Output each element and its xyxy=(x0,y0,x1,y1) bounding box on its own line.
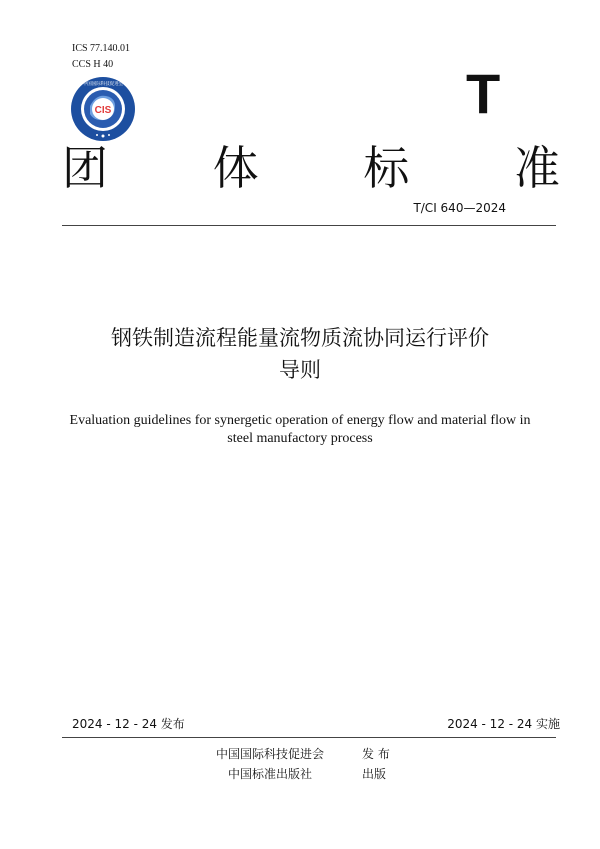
standard-type-char: 准 xyxy=(513,141,560,195)
publish-date: 2024 - 12 - 24 发布 xyxy=(72,717,185,731)
implement-date: 2024 - 12 - 24 实施 xyxy=(447,717,560,731)
logo-center-text: CIS xyxy=(94,105,112,116)
publisher-action: 发 布 xyxy=(362,747,390,761)
english-title-line-2: steel manufactory process xyxy=(227,431,373,446)
chinese-title-line-2: 导则 xyxy=(279,358,321,382)
standard-type-char: 团 xyxy=(62,141,108,195)
press-action: 出版 xyxy=(362,767,387,781)
ics-code: ICS 77.140.01 xyxy=(72,43,131,54)
english-title xyxy=(60,412,540,448)
standard-type-char: 体 xyxy=(212,141,259,195)
ccs-code: CCS H 40 xyxy=(72,59,114,70)
press-org: 中国标准出版社 xyxy=(228,767,313,781)
publisher-org: 中国国际科技促进会 xyxy=(216,747,325,761)
standard-type-char: 标 xyxy=(363,141,410,195)
logo-icon xyxy=(70,76,136,142)
bottom-divider xyxy=(62,737,556,738)
category-letter: T xyxy=(466,62,501,125)
chinese-title xyxy=(40,322,560,386)
top-divider xyxy=(62,225,556,226)
english-title-line-1: Evaluation guidelines for synergetic operation of energy flow and material flow in xyxy=(69,413,531,428)
logo-ring-text: 中国国际科技促进会 xyxy=(82,82,124,87)
standard-number: T/CI 640—2024 xyxy=(413,201,506,215)
standard-type-heading xyxy=(62,140,560,196)
chinese-title-line-1: 钢铁制造流程能量流物质流协同运行评价 xyxy=(111,326,489,350)
organization-logo xyxy=(70,76,136,142)
